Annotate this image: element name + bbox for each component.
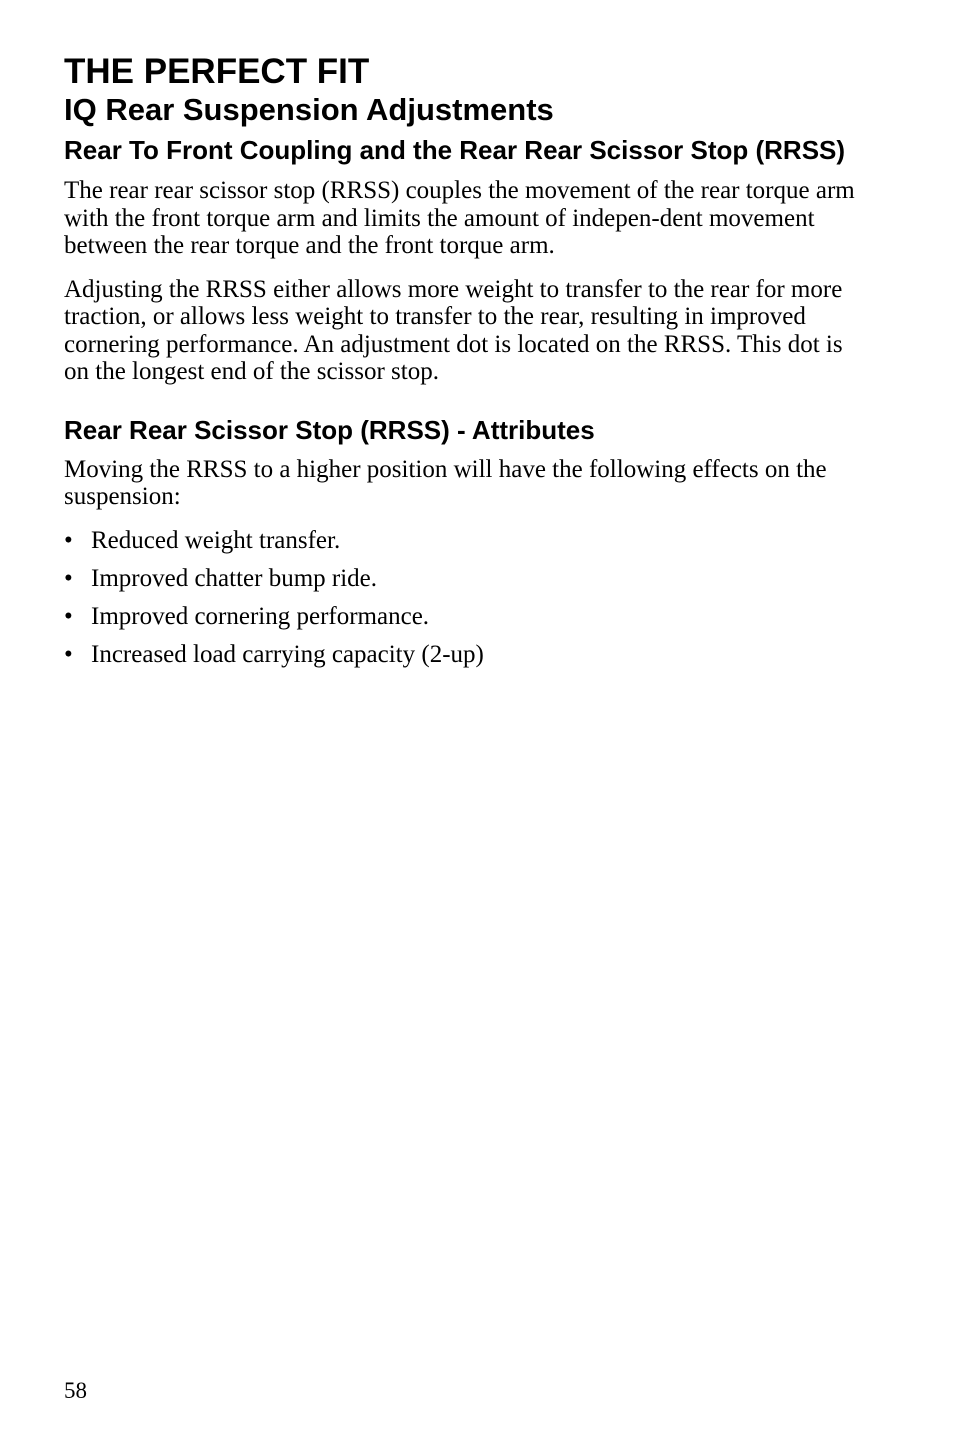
bullet-icon: • [64,526,73,554]
page-subtitle: IQ Rear Suspension Adjustments [64,92,554,127]
bullet-icon: • [64,640,73,668]
section-heading-attributes: Rear Rear Scissor Stop (RRSS) - Attributes [64,414,595,445]
page-content [64,52,864,679]
list-item-text: Increased load carrying capacity (2-up) [91,640,484,668]
list-item-text: Improved chatter bump ride. [91,564,378,592]
paragraph-rrss-description: The rear rear scissor stop (RRSS) couples the movement of the rear torque arm with the front torque arm and limits the amount of indepen-dent movement between the rear torque and the front torque arm. [64,177,855,259]
list-item-text: Reduced weight transfer. [91,526,341,554]
list-item [64,603,864,631]
bullet-icon: • [64,564,73,592]
list-item [64,527,864,555]
page-number: 58 [64,1378,87,1403]
section-attributes [64,416,864,669]
effects-list [64,527,864,669]
list-item [64,641,864,669]
section-coupling [64,136,864,386]
page-title: THE PERFECT FIT [64,52,370,91]
bullet-icon: • [64,602,73,630]
list-item-text: Improved cornering performance. [91,602,430,630]
paragraph-attributes-intro: Moving the RRSS to a higher position will have the following effects on the suspension: [64,455,827,510]
list-item [64,565,864,593]
paragraph-rrss-adjusting: Adjusting the RRSS either allows more weight to transfer to the rear for more traction, or allows less weight to transfer to the rear, resulting in improved cornering performance. An adjustment dot is located on the RRSS. This dot is on the longest end of the scissor stop. [64,275,843,385]
section-heading-coupling: Rear To Front Coupling and the Rear Rear Scissor Stop (RRSS) [64,135,846,165]
